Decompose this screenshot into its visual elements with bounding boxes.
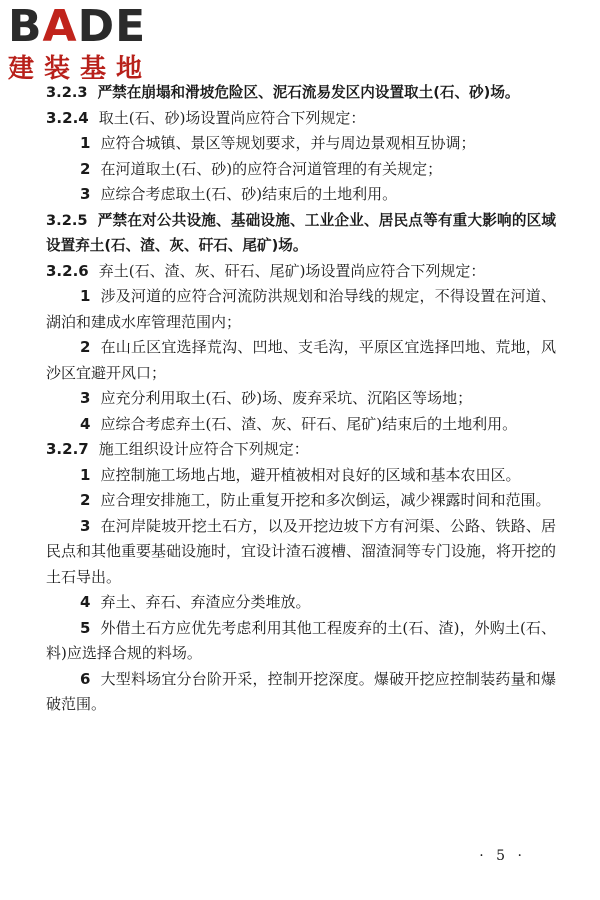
item-number: 1 [80,465,91,484]
logo-letters-de: DE [77,1,147,52]
list-item [46,488,556,514]
item-text: 涉及河道的应符合河流防洪规划和治导线的规定，不得设置在河道、湖泊和建成水库管理范围内； [46,287,556,331]
item-text: 在山丘区宜选择荒沟、凹地、支毛沟，平原区宜选择凹地、荒地，风沙区宜避开风口； [46,338,556,382]
list-item [46,284,556,335]
list-item [46,463,556,489]
clause-text: 取土(石、砂)场设置尚应符合下列规定： [98,108,366,127]
logo-letter-a: A [42,1,78,52]
item-text: 在河道取土(石、砂)的应符合河道管理的有关规定； [100,159,443,178]
item-number: 2 [80,491,91,509]
document-body [46,80,556,718]
item-text: 应合理安排施工，防止重复开挖和多次倒运，减少裸露时间和范围。 [100,491,551,509]
list-item [46,590,556,616]
list-item [46,157,556,183]
clause-number: 3.2.7 [46,440,89,458]
clause-text: 严禁在对公共设施、基础设施、工业企业、居民点等有重大影响的区域设置弃土(石、渣、灰、矸石、尾矿)场。 [46,211,556,254]
logo-wordmark [8,1,178,52]
list-item [46,667,556,718]
item-text: 应综合考虑取土(石、砂)结束后的土地利用。 [100,185,398,203]
item-number: 1 [80,134,91,152]
list-item [46,335,556,386]
logo-subtitle: 建装基地 [8,54,153,84]
item-text: 外借土石方应优先考虑利用其他工程废弃的土(石、渣)，外购土(石、料)应选择合规的料场。 [46,618,556,662]
item-text: 应符合城镇、景区等规划要求，并与周边景观相互协调； [100,134,476,152]
list-item [46,616,556,667]
clause-text: 弃土(石、渣、灰、矸石、尾矿)场设置尚应符合下列规定： [98,261,486,280]
item-text: 弃土、弃石、弃渣应分类堆放。 [100,593,311,611]
item-number: 3 [80,389,91,407]
page-number: · 5 · [479,848,526,864]
item-text: 应综合考虑弃土(石、渣、灰、矸石、尾矿)结束后的土地利用。 [100,414,518,433]
item-text: 应充分利用取土(石、砂)场、废弃采坑、沉陷区等场地； [100,389,473,407]
clause-3-2-6 [46,259,556,285]
clause-number: 3.2.3 [46,84,88,101]
item-text: 在河岸陡坡开挖土石方，以及开挖边坡下方有河渠、公路、铁路、居民点和其他重要基础设施时，宜设计渣石渡槽、溜渣洞等专门设施，将开挖的土石导出。 [46,516,557,586]
clause-3-2-5 [46,208,556,259]
item-number: 2 [80,159,91,178]
item-number: 3 [80,185,91,203]
clause-number: 3.2.6 [46,261,89,280]
list-item [46,131,556,157]
list-item [46,386,556,412]
clause-3-2-7 [46,437,556,463]
list-item [46,182,556,208]
clause-number: 3.2.5 [46,211,88,229]
list-item [46,514,556,591]
list-item [46,412,556,438]
item-text: 应控制施工场地占地，避开植被相对良好的区域和基本农田区。 [100,465,521,484]
item-text: 大型料场宜分台阶开采，控制开挖深度。爆破开挖应控制装药量和爆破范围。 [46,669,556,713]
clause-text: 严禁在崩塌和滑坡危险区、泥石流易发区内设置取土(石、砂)场。 [97,84,520,101]
item-number: 6 [80,669,91,688]
item-number: 1 [80,287,91,305]
item-number: 5 [80,618,91,637]
item-number: 4 [80,414,91,433]
item-number: 2 [80,338,91,356]
logo-letter-b: B [8,1,43,52]
clause-text: 施工组织设计应符合下列规定： [98,440,309,458]
clause-3-2-4 [46,106,556,132]
clause-number: 3.2.4 [46,108,89,127]
clause-3-2-3 [46,80,556,106]
item-number: 3 [80,516,91,535]
item-number: 4 [80,593,91,611]
